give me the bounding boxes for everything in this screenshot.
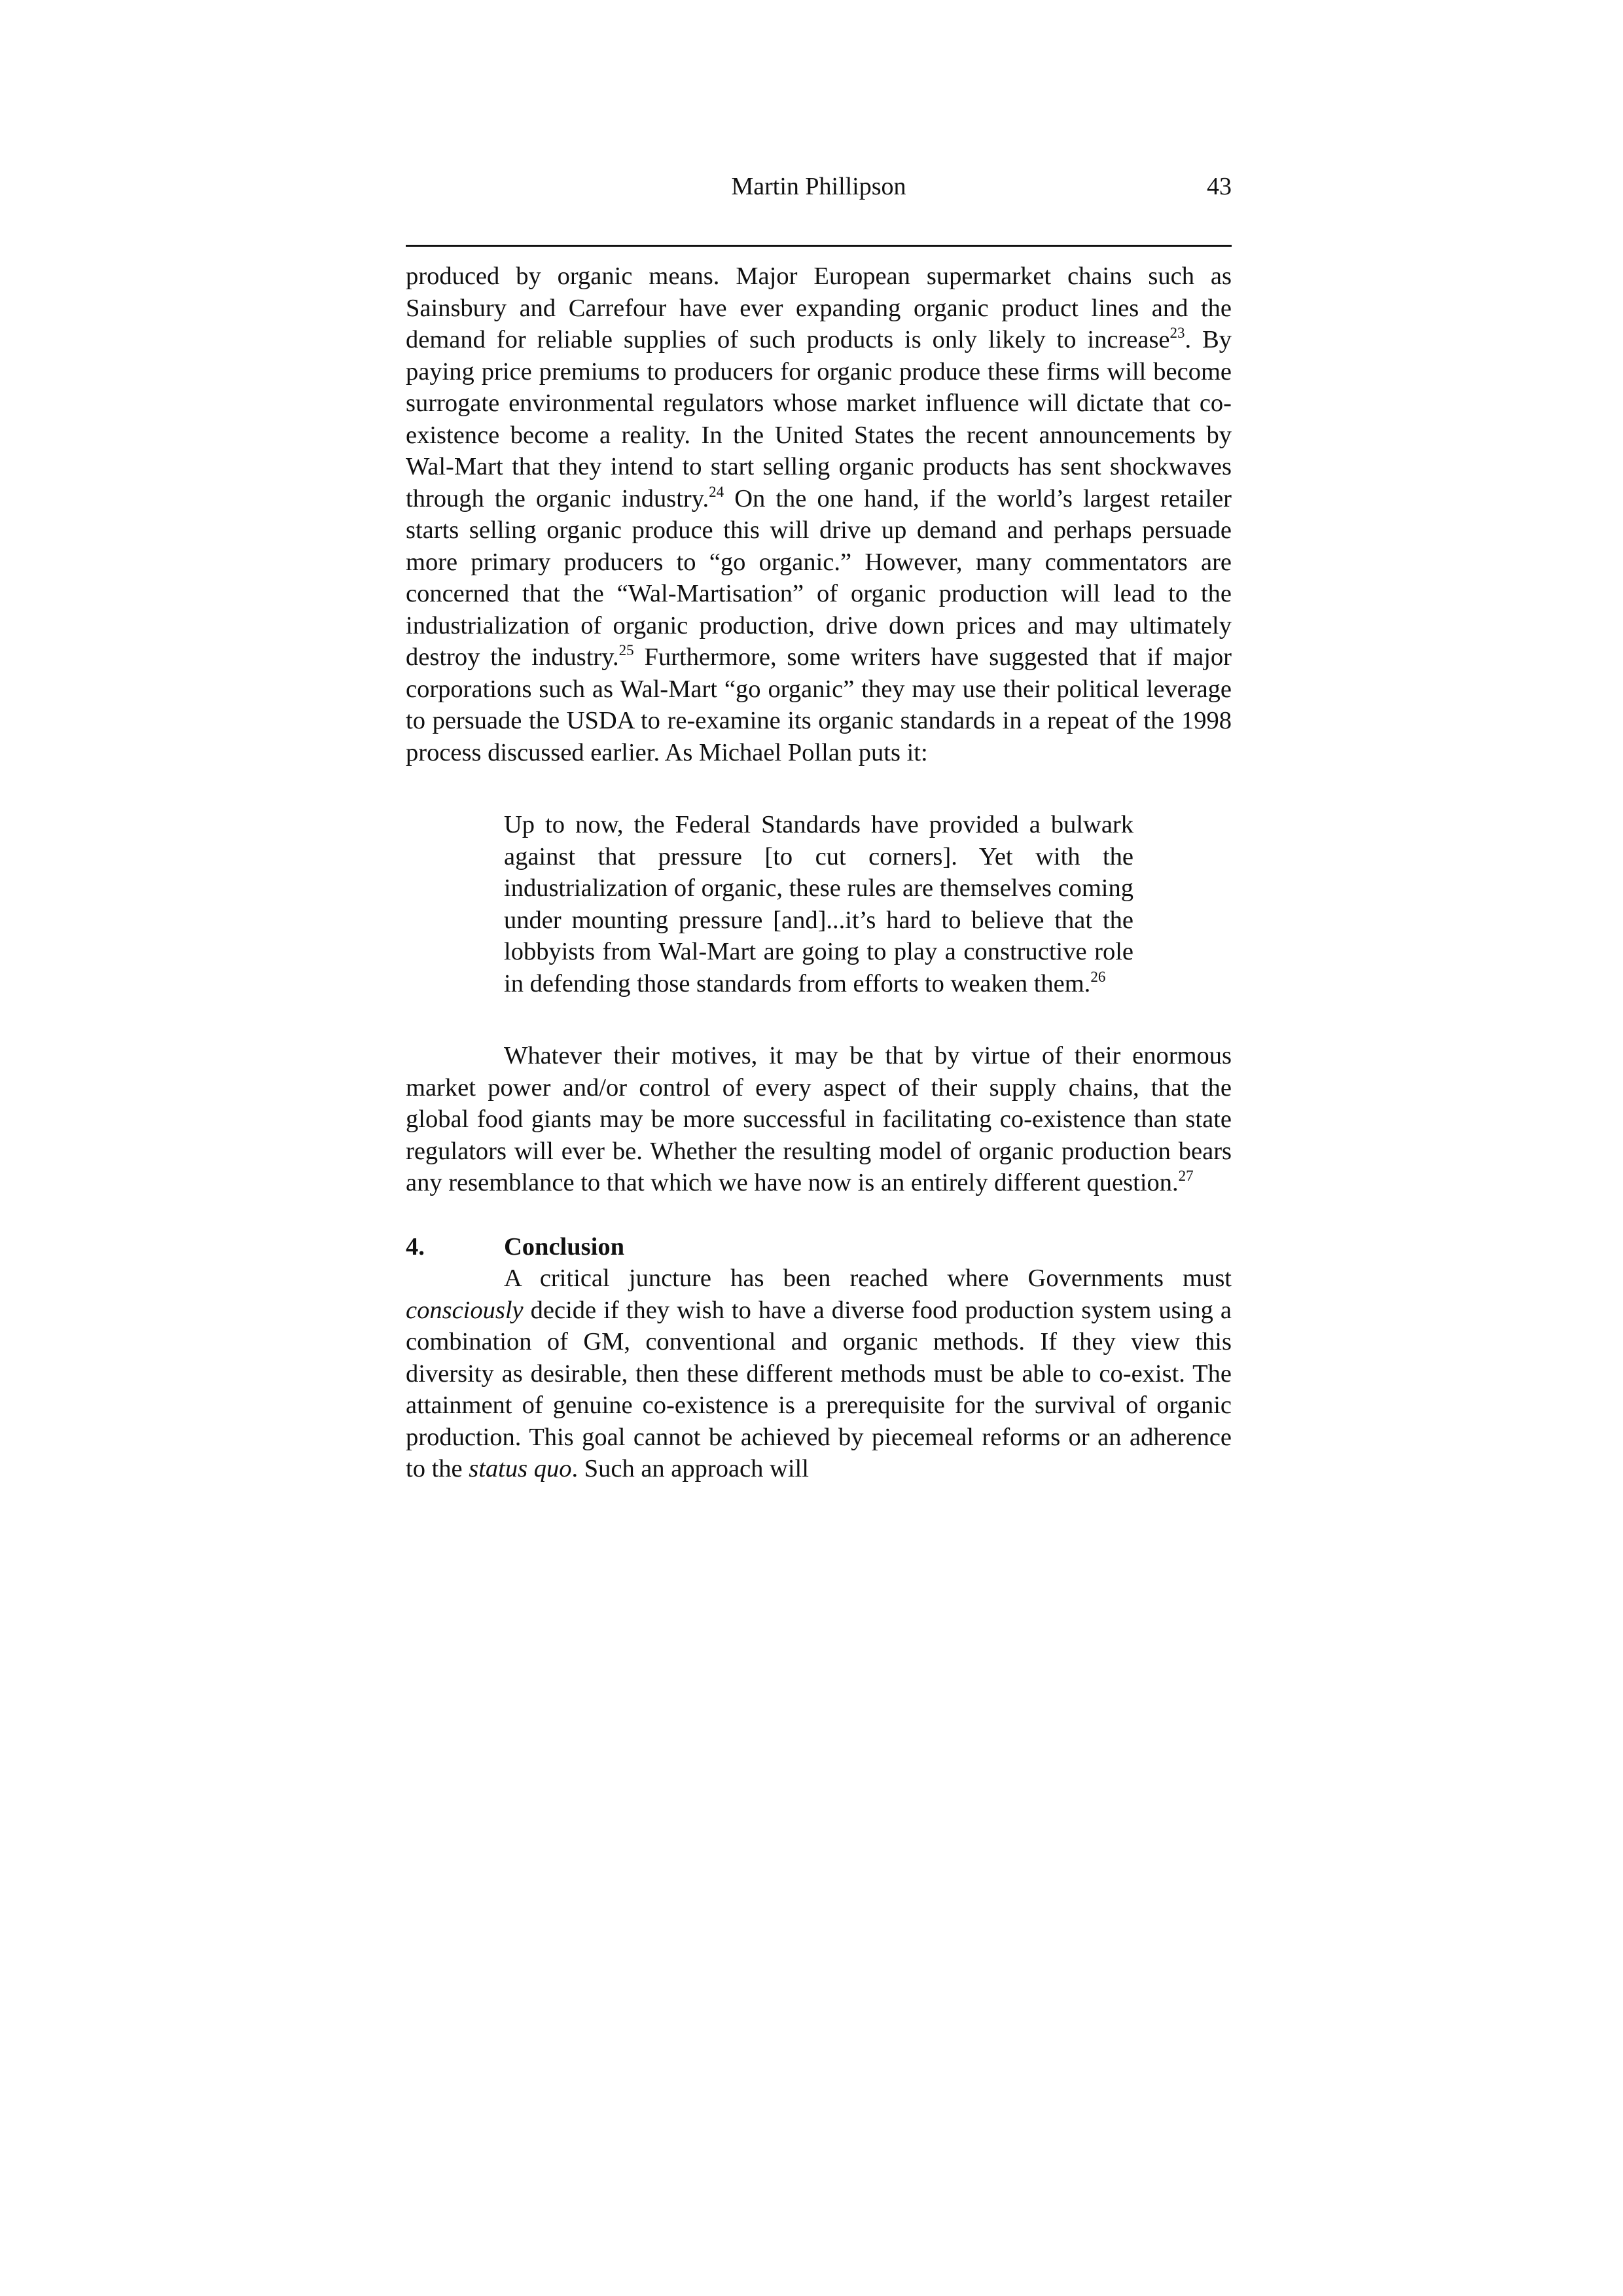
footnote-ref-23: 23 — [1169, 325, 1185, 341]
paragraph-text: . By paying price premiums to producers for organic produce these firms will become surrogate environmental regulators whose market influence will dictate that co-existence become a reality. In the United States the recent announcements by Wal-Mart that they intend to start selling organic products has sent shockwaves through the organic industry. — [406, 326, 1232, 512]
block-quote — [504, 809, 1133, 999]
paragraph-text: decide if they wish to have a diverse food production system using a combination of GM, conventional and organic methods. If they view this diversity as desirable, then these different methods must be able to co-exist. The attainment of genuine co-existence is a prerequisite for the survival of organic production. This goal cannot be achieved by piecemeal reforms or an adherence to the — [406, 1296, 1232, 1482]
paragraph-text: On the one hand, if the world’s largest retailer starts selling organic produce this will drive up demand and perhaps persuade more primary producers to “go organic.” However, many commentators are concerned that the “Wal-Martisation” of organic production will lead to the industrialization of organic production, drive down prices and may ultimately destroy the industry. — [406, 484, 1232, 671]
footnote-ref-26: 26 — [1090, 968, 1106, 985]
paragraph-text: Whatever their motives, it may be that by virtue of their enormous market power and/or control of every aspect of their supply chains, that the global food giants may be more successful in facilitating co-existence than state regulators will ever be. Whether the resulting model of organic production bears any resemblance to that which we have now is an entirely different question. — [406, 1042, 1232, 1196]
running-header — [406, 167, 1232, 206]
body-text — [406, 260, 1232, 1485]
section-heading — [406, 1231, 1232, 1263]
emphasis: status quo — [469, 1455, 572, 1482]
section-title: Conclusion — [504, 1232, 625, 1261]
quote-text: Up to now, the Federal Standards have provided a bulwark against that pressure [to cut corners]. Yet with the industrialization of organic, these rules are themselves coming under mounting pressure [and]...it’s hard to believe that the lobbyists from Wal-Mart are going to play a constructive role in defending those standards from efforts to weaken them. — [504, 811, 1133, 997]
paragraph — [406, 1263, 1232, 1485]
section-number: 4. — [406, 1232, 425, 1261]
paragraph-continued — [406, 260, 1232, 768]
paragraph-text: . Such an approach will — [571, 1455, 809, 1482]
header-rule — [406, 245, 1232, 247]
paragraph-text: produced by organic means. Major European supermarket chains such as Sainsbury and Carrefour have ever expanding organic product lines and the demand for reliable supplies of such products is only likely to increase — [406, 262, 1232, 353]
footnote-ref-27: 27 — [1178, 1168, 1194, 1184]
emphasis: consciously — [406, 1296, 524, 1324]
page-number: 43 — [1207, 173, 1232, 200]
paragraph-text: A critical juncture has been reached where Governments must — [504, 1265, 1232, 1292]
running-title: Martin Phillipson — [731, 173, 906, 200]
paragraph-text: Furthermore, some writers have suggested that if major corporations such as Wal-Mart “go organic” they may use their political leverage to persuade the USDA to re-examine its organic standards in a repeat of the 1998 process discussed earlier. As Michael Pollan puts it: — [406, 643, 1232, 766]
footnote-ref-25: 25 — [618, 642, 634, 658]
paragraph — [406, 1040, 1232, 1199]
footnote-ref-24: 24 — [709, 483, 724, 500]
